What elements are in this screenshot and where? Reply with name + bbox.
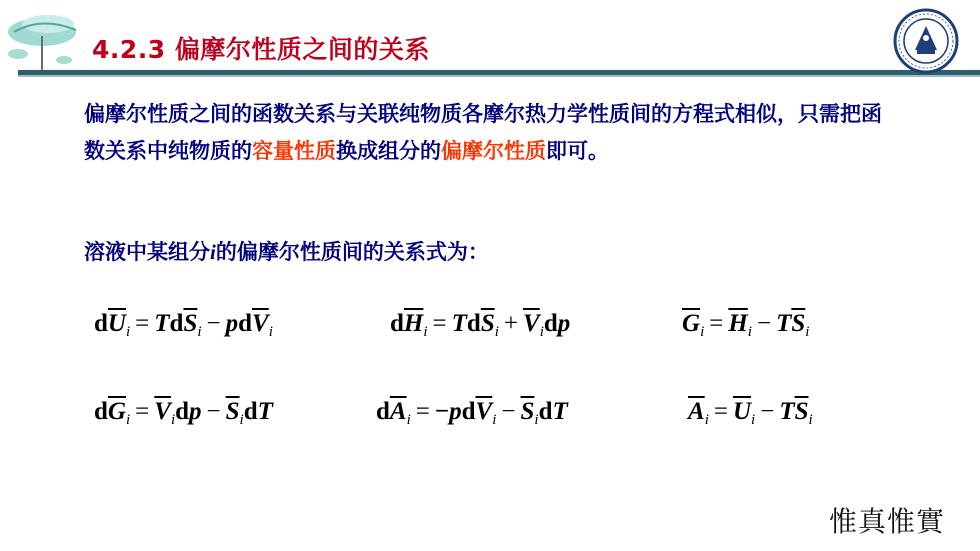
intro-paragraph bbox=[84, 96, 899, 170]
intro-text-c: 即可。 bbox=[546, 139, 609, 163]
university-emblem-icon bbox=[893, 8, 959, 74]
university-motto: 惟真惟實 bbox=[829, 505, 946, 538]
relation-intro bbox=[84, 236, 489, 266]
equation-G: $\overline{G}_i = \overline{H}_i - T\overline{S}_i$ bbox=[682, 310, 810, 340]
equation-dU: $d\overline{U}_i = Td\overline{S}_i - pd\overline{V}_i$ bbox=[94, 310, 273, 340]
highlight-capacity-property: 容量性质 bbox=[252, 139, 336, 163]
relation-text-b: 的偏摩尔性质间的关系式为： bbox=[215, 240, 489, 264]
highlight-partial-molar-property: 偏摩尔性质 bbox=[441, 139, 546, 163]
equation-dA: $d\overline{A}_i = -pd\overline{V}_i - \overline{S}_idT$ bbox=[376, 398, 568, 428]
equation-dG: $d\overline{G}_i = \overline{V}_idp - \overline{S}_idT$ bbox=[94, 398, 273, 428]
relation-text-a: 溶液中某组分 bbox=[84, 240, 210, 264]
equation-dH: $d\overline{H}_i = Td\overline{S}_i + \overline{V}_idp$ bbox=[390, 310, 571, 340]
slide-title: 4.2.3 偏摩尔性质之间的关系 bbox=[92, 35, 430, 64]
relation-var-i: i bbox=[210, 240, 216, 264]
intro-text-a: 偏摩尔性质之间的函数关系与关联纯物质各摩尔热力学性质间的方程式相似，只需把函数关系中纯物质的 bbox=[84, 102, 882, 163]
intro-text-b: 换成组分的 bbox=[336, 139, 441, 163]
equation-A: $\overline{A}_i = \overline{U}_i - T\overline{S}_i$ bbox=[688, 398, 813, 428]
header-divider bbox=[18, 70, 980, 78]
